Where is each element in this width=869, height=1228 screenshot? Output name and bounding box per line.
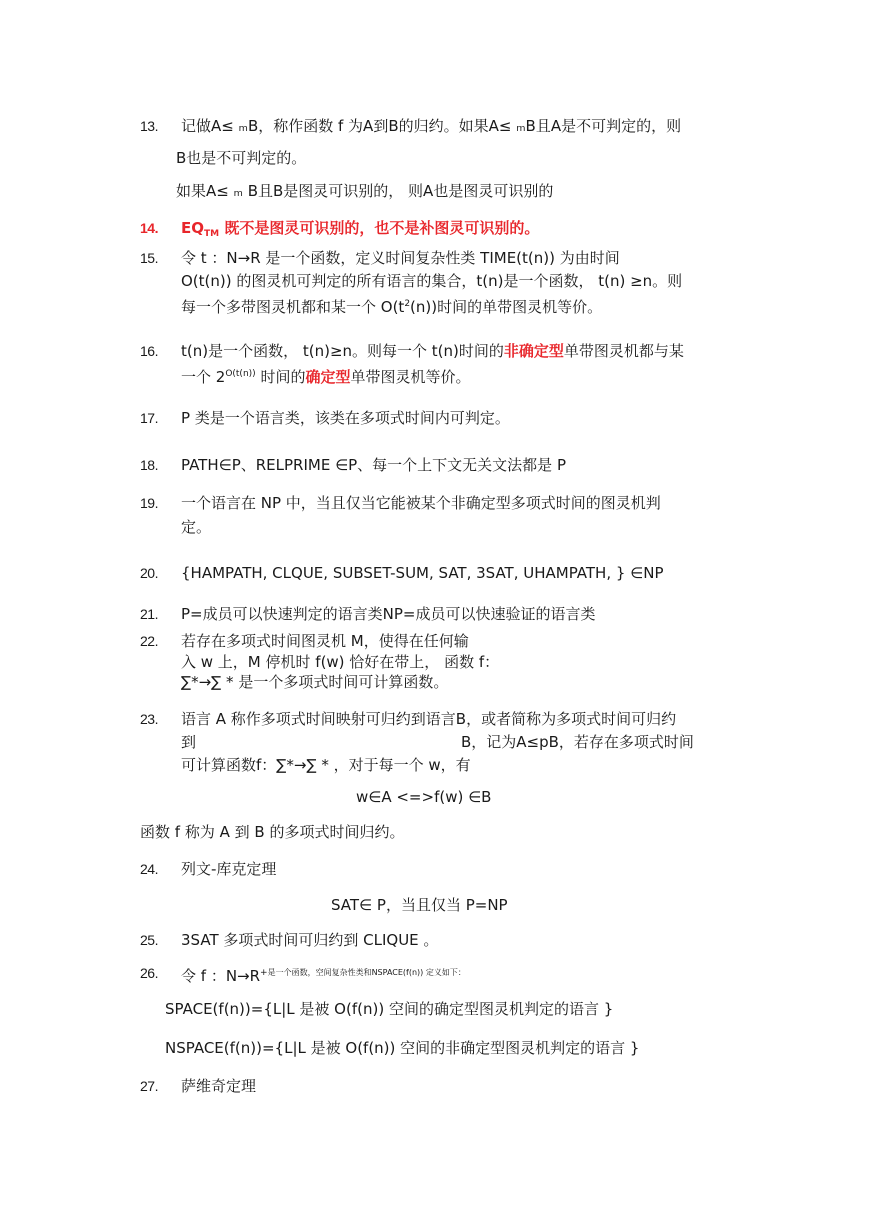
item-24-formula: SAT∈ P，当且仅当 P=NP [331, 896, 508, 914]
item-number-16: 16. [140, 343, 158, 359]
item-15-line-2: O(t(n)) 的图灵机可判定的所有语言的集合，t(n)是一个函数， t(n) ≥n。则 [181, 272, 683, 290]
item-18-line-1: PATH∈P、RELPRIME ∈P、每一个上下文无关文法都是 P [181, 456, 566, 474]
item-15-line-3 [181, 294, 602, 317]
item-15-line-1: 令 t ：N→R 是一个函数，定义时间复杂性类 TIME(t(n)) 为由时间 [181, 249, 620, 267]
item-26-superscript: + [260, 968, 268, 978]
item-15-superscript: 2 [404, 299, 411, 309]
item-25-line-1: 3SAT 多项式时间可归约到 CLIQUE 。 [181, 931, 439, 949]
item-23-tail: 函数 f 称为 A 到 B 的多项式时间归约。 [140, 823, 405, 841]
item-16-line-2 [181, 364, 471, 387]
item-26-line-1-a: 令 f ：N→R [181, 967, 261, 985]
eq-tm-subscript: TM [204, 229, 220, 239]
item-27-line-1: 萨维奇定理 [181, 1077, 257, 1095]
item-24-line-1: 列文-库克定理 [181, 860, 277, 878]
nondeterministic-highlight: 非确定型 [503, 342, 564, 360]
item-number-14: 14. [140, 220, 158, 236]
item-number-17: 17. [140, 410, 158, 426]
item-number-15: 15. [140, 250, 158, 266]
item-22-line-2: 入 w 上，M 停机时 f(w) 恰好在带上， 函数 f： [181, 653, 500, 671]
item-16-line-2-a: 一个 2 [181, 368, 226, 386]
item-16-line-1 [181, 341, 684, 361]
item-23-line-1: 语言 A 称作多项式时间映射可归约到语言B，或者简称为多项式时间可归约 [181, 710, 677, 728]
item-number-18: 18. [140, 457, 158, 473]
item-number-21: 21. [140, 606, 158, 622]
item-14-text: 既不是图灵可识别的，也不是补图灵可识别的。 [224, 219, 540, 237]
item-16-line-2-c: 单带图灵机等价。 [350, 368, 471, 386]
item-20-line-1: {HAMPATH, CLQUE, SUBSET-SUM, SAT, 3SAT, UHAMPATH, } ∈NP [181, 564, 664, 582]
item-22-line-3: ∑*→∑ * 是一个多项式时间可计算函数。 [181, 673, 449, 691]
item-23-line-3: 可计算函数f：∑*→∑ * ，对于每一个 w，有 [181, 756, 471, 774]
item-22-line-1: 若存在多项式时间图灵机 M，使得在任何输 [181, 632, 469, 650]
item-number-22: 22. [140, 633, 158, 649]
item-19-line-1: 一个语言在 NP 中，当且仅当它能被某个非确定型多项式时间的图灵机判 [181, 494, 661, 512]
item-13-line-1: 记做A≤ ₘB，称作函数 f 为A到B的归约。如果A≤ ₘB且A是不可判定的，则 [181, 117, 682, 135]
deterministic-highlight: 确定型 [305, 368, 351, 386]
item-13-line-2: B也是不可判定的。 [176, 149, 307, 167]
item-19-line-2: 定。 [181, 518, 212, 536]
item-number-13: 13. [140, 118, 158, 134]
item-number-26: 26. [140, 965, 158, 981]
item-13-line-3: 如果A≤ ₘ B且B是图灵可识别的， 则A也是图灵可识别的 [176, 182, 554, 200]
item-16-line-1-a: t(n)是一个函数， t(n)≥n。则每一个 t(n)时间的 [181, 342, 504, 360]
item-number-19: 19. [140, 495, 158, 511]
item-number-24: 24. [140, 861, 158, 877]
item-26-small-text: 是一个函数，空间复杂性类和NSPACE(f(n)) 定义如下： [267, 968, 466, 977]
eq-tm-symbol: EQ [181, 219, 204, 237]
item-14-line-1 [181, 218, 539, 244]
item-number-27: 27. [140, 1078, 158, 1094]
item-number-25: 25. [140, 932, 158, 948]
item-23-line-2-a: 到 [181, 733, 197, 751]
item-23-formula: w∈A <=>f(w) ∈B [356, 788, 492, 806]
item-16-line-1-b: 单带图灵机都与某 [563, 342, 684, 360]
item-16-superscript: O(t(n)) [225, 369, 256, 379]
item-number-20: 20. [140, 565, 158, 581]
item-23-line-2-b: B，记为A≤pB，若存在多项式时间 [461, 733, 694, 751]
item-number-23: 23. [140, 711, 158, 727]
item-26-line-1 [181, 963, 466, 986]
item-15-line-3-b: (n))时间的单带图灵机等价。 [410, 298, 603, 316]
nspace-definition: NSPACE(f(n))={L|L 是被 O(f(n)) 空间的非确定型图灵机判定的语言 } [165, 1039, 640, 1057]
item-15-line-3-a: 每一个多带图灵机都和某一个 O(t [181, 298, 405, 316]
item-16-line-2-b: 时间的 [255, 368, 306, 386]
item-21-line-1: P=成员可以快速判定的语言类NP=成员可以快速验证的语言类 [181, 605, 596, 623]
item-17-line-1: P 类是一个语言类，该类在多项式时间内可判定。 [181, 409, 510, 427]
space-definition: SPACE(f(n))={L|L 是被 O(f(n)) 空间的确定型图灵机判定的语言 } [165, 1000, 614, 1018]
